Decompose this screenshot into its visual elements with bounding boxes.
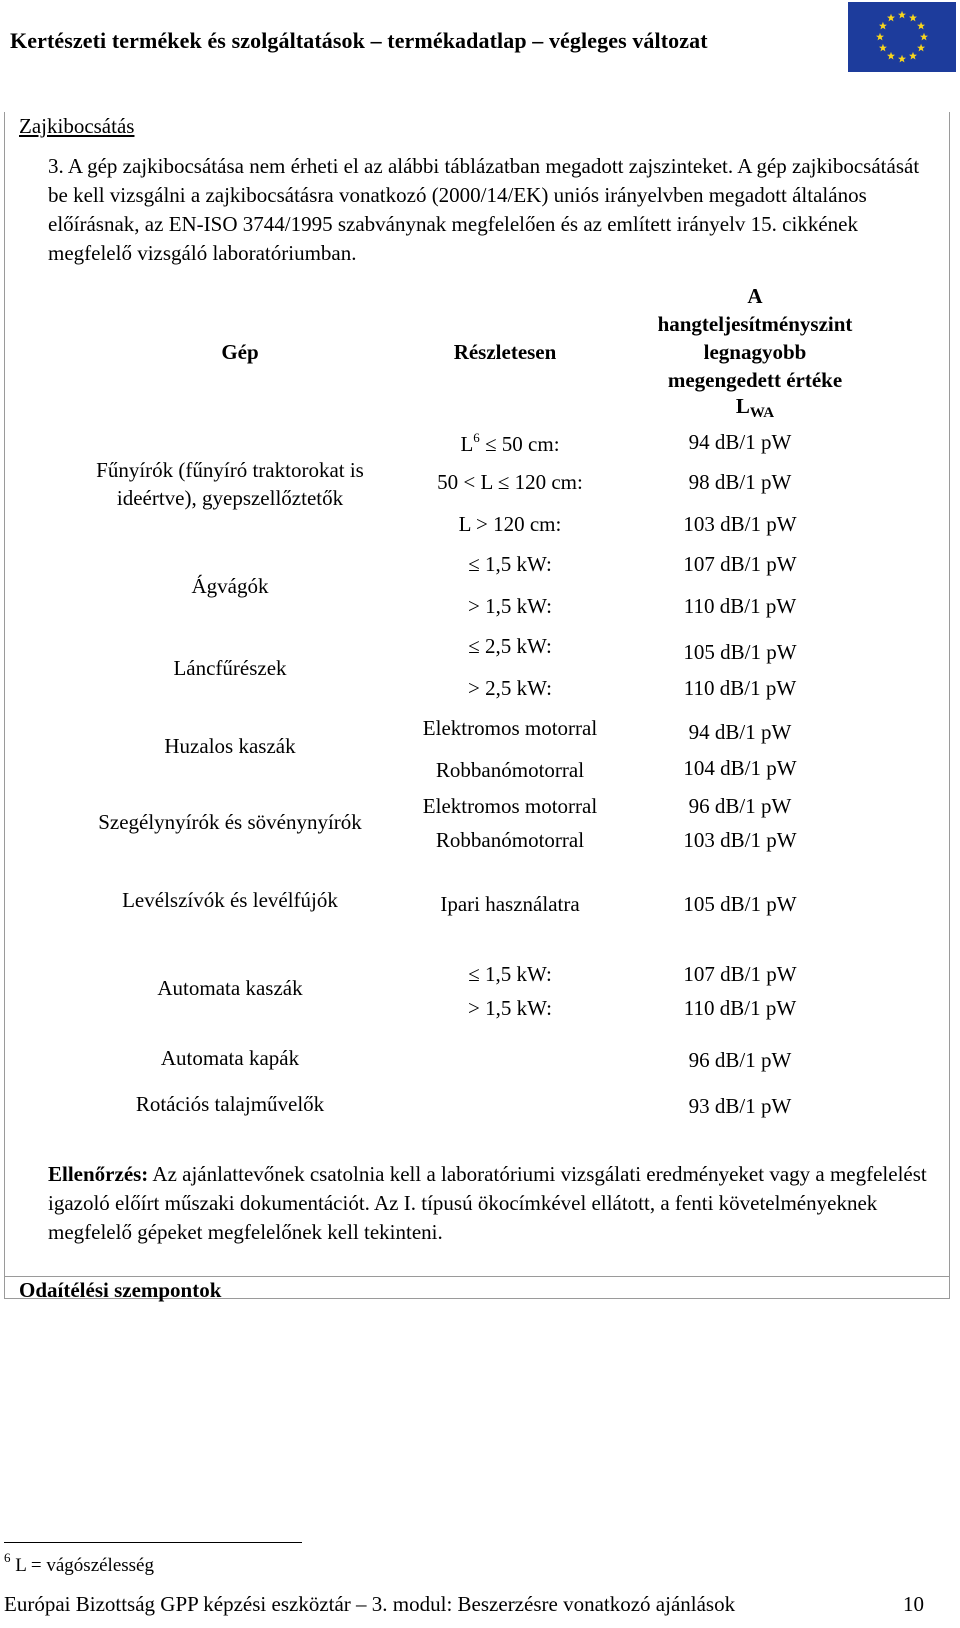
- value-wire-electric: 94 dB/1 pW: [688, 720, 792, 744]
- eu-flag-star: [879, 22, 887, 30]
- header-limit-subscript: WA: [749, 405, 775, 421]
- machine-wire-scythes: Huzalos kaszák: [164, 734, 296, 758]
- machine-auto-hoes: Automata kapák: [160, 1046, 300, 1070]
- eu-flag-star: [920, 33, 928, 41]
- verification-text: Az ajánlattevőnek csatolnia kell a laboratóriumi vizsgálati eredményeket vagy a megfelelést igazoló előírt műszaki dokumentációt. Az I. típusú ökocímkével ellátott, a fenti követelményeknek megfelelő gépeket megfelelőnek kell tekinteni.: [48, 1162, 927, 1244]
- eu-flag-stars: [848, 2, 956, 72]
- detail-chainsaw-high: > 2,5 kW:: [468, 676, 552, 700]
- eu-flag-star: [898, 11, 906, 19]
- value-chainsaw-high: 110 dB/1 pW: [683, 676, 797, 700]
- eu-flag-star: [917, 44, 925, 52]
- value-lawnmower-large: 103 dB/1 pW: [683, 512, 797, 536]
- header-limit-line4: megengedett értéke: [667, 368, 843, 392]
- value-trimmer-combustion: 103 dB/1 pW: [683, 828, 797, 852]
- verification-paragraph: [48, 1160, 928, 1247]
- intro-paragraph: 3. A gép zajkibocsátása nem érheti el az alábbi táblázatban megadott zajszinteket. A gép zajkibocsátását be kell vizsgálni a zajkibocsátásra vonatkozó (2000/14/EK) uniós irányelvben megadott általános előírásnak, az EN-ISO 3744/1995 szabványnak megfelelően és az említett irányelv 15. cikkének megfelelő vizsgáló laboratóriumban.: [48, 154, 920, 265]
- footnote-mark: 6: [4, 1550, 11, 1565]
- value-lawnmower-small: 94 dB/1 pW: [688, 430, 792, 454]
- footnote-ref: 6: [473, 430, 480, 445]
- detail-l-symbol: L: [460, 432, 474, 456]
- eu-flag-star: [909, 14, 917, 22]
- header-limit-symbol-l: L: [735, 394, 750, 418]
- value-branch-high: 110 dB/1 pW: [683, 594, 797, 618]
- value-lawnmower-medium: 98 dB/1 pW: [688, 470, 792, 494]
- footnote-rule: [4, 1542, 302, 1543]
- header-machine: Gép: [221, 340, 259, 364]
- detail-auto-scythe-high: > 1,5 kW:: [468, 996, 552, 1020]
- footnote-text: L = vágószélesség: [10, 1555, 154, 1576]
- verification-label: Ellenőrzés:: [48, 1162, 149, 1186]
- machine-rotary-tillers: Rotációs talajművelők: [135, 1092, 325, 1116]
- value-auto-hoes: 96 dB/1 pW: [688, 1048, 792, 1072]
- value-trimmer-electric: 96 dB/1 pW: [688, 794, 792, 818]
- eu-flag-star: [887, 52, 895, 60]
- eu-flag-star: [876, 33, 884, 41]
- detail-auto-scythe-low: ≤ 1,5 kW:: [468, 962, 552, 986]
- eu-flag-icon: [848, 2, 956, 72]
- header-limit-line2: hangteljesítményszint: [657, 312, 853, 336]
- header-limit-line1: A: [747, 284, 763, 308]
- award-criteria-title: Odaítélési szempontok: [19, 1278, 222, 1302]
- document-header-title: Kertészeti termékek és szolgáltatások – termékadatlap – végleges változat: [10, 28, 708, 53]
- detail-cutting-width-small: [400, 430, 620, 457]
- machine-branch-cutters: Ágvágók: [191, 574, 269, 598]
- eu-flag-star: [879, 44, 887, 52]
- detail-trimmer-electric: Elektromos motorral: [422, 794, 598, 818]
- detail-wire-combustion: Robbanómotorral: [435, 758, 585, 782]
- detail-cutting-width-large: L > 120 cm:: [458, 512, 562, 536]
- machine-leaf-blowers: Levélszívók és levélfújók: [122, 888, 338, 912]
- value-wire-combustion: 104 dB/1 pW: [683, 756, 797, 780]
- machine-lawnmowers-line2: ideértve), gyepszellőztetők: [116, 486, 344, 510]
- machine-chainsaws: Láncfűrészek: [173, 656, 287, 680]
- page-footer: [4, 1592, 924, 1617]
- detail-branch-high: > 1,5 kW:: [468, 594, 552, 618]
- footer-text: Európai Bizottság GPP képzési eszköztár – 3. modul: Beszerzésre vonatkozó ajánlások: [4, 1592, 736, 1616]
- header-detail: Részletesen: [453, 340, 557, 364]
- detail-chainsaw-low: ≤ 2,5 kW:: [468, 634, 552, 658]
- header-limit-symbol: [610, 394, 900, 422]
- value-chainsaw-low: 105 dB/1 pW: [683, 640, 797, 664]
- frame-divider: [4, 1276, 950, 1277]
- detail-industrial-use: Ipari használatra: [440, 892, 580, 916]
- detail-branch-low: ≤ 1,5 kW:: [468, 552, 552, 576]
- value-rotary-tillers: 93 dB/1 pW: [688, 1094, 792, 1118]
- eu-flag-star: [887, 14, 895, 22]
- machine-trimmers: Szegélynyírók és sövénynyírók: [98, 810, 362, 834]
- value-auto-scythe-high: 110 dB/1 pW: [683, 996, 797, 1020]
- value-branch-low: 107 dB/1 pW: [683, 552, 797, 576]
- detail-small-range: ≤ 50 cm:: [479, 432, 560, 456]
- detail-wire-electric: Elektromos motorral: [422, 716, 598, 740]
- detail-cutting-width-medium: 50 < L ≤ 120 cm:: [437, 470, 583, 494]
- page-number: 10: [903, 1592, 924, 1616]
- value-auto-scythe-low: 107 dB/1 pW: [683, 962, 797, 986]
- detail-trimmer-combustion: Robbanómotorral: [435, 828, 585, 852]
- machine-lawnmowers-line1: Fűnyírók (fűnyíró traktorokat is: [96, 458, 364, 482]
- eu-flag-star: [917, 22, 925, 30]
- value-leaf-blowers: 105 dB/1 pW: [683, 892, 797, 916]
- eu-flag-star: [898, 55, 906, 63]
- section-title: Zajkibocsátás: [19, 114, 135, 138]
- machine-auto-scythes: Automata kaszák: [157, 976, 303, 1000]
- footnote: [4, 1550, 154, 1577]
- eu-flag-star: [909, 52, 917, 60]
- header-limit-line3: legnagyobb: [703, 340, 807, 364]
